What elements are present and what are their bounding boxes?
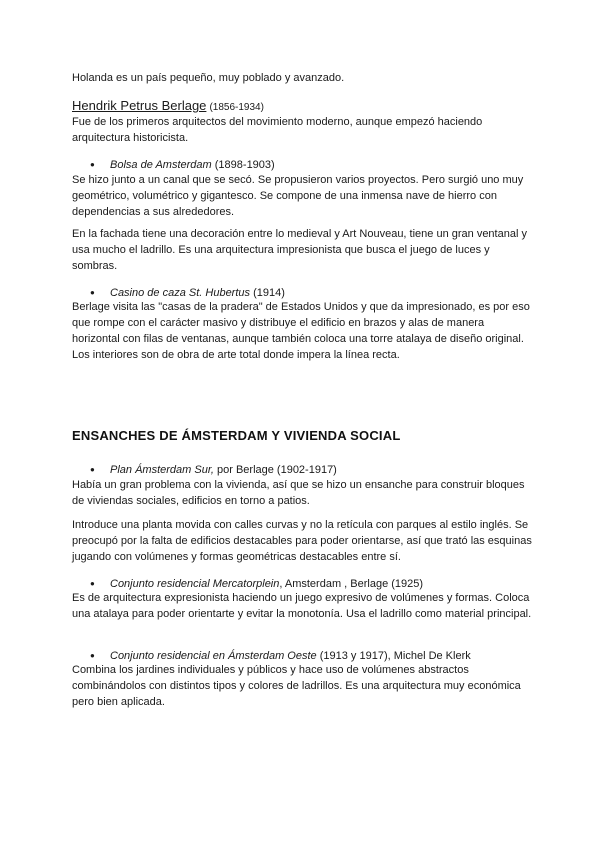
oeste-title: Conjunto residencial en Ámsterdam Oeste: [110, 650, 317, 662]
bolsa-dates: (1898-1903): [214, 159, 275, 171]
bullet-dot-icon: ●: [90, 288, 95, 297]
plan-title: Plan Ámsterdam Sur,: [110, 464, 214, 476]
bolsa-title: Bolsa de Amsterdam: [110, 159, 212, 171]
mercator-rest: , Amsterdam , Berlage (1925): [279, 578, 424, 590]
section-title: ENSANCHES DE ÁMSTERDAM Y VIVIENDA SOCIAL: [72, 428, 401, 443]
oeste-rest: (1913 y 1917), Michel De Klerk: [316, 650, 471, 662]
intro-paragraph: Holanda es un país pequeño, muy poblado y avanzado.: [72, 72, 345, 84]
plan-rest: por Berlage (1902-1917): [213, 464, 337, 476]
bullet-bolsa: [90, 157, 530, 173]
oeste-paragraph: Combina los jardines individuales y públicos y hace uso de volúmenes abstractos combinándolos con distintos tipos y colores de ladrillos. Es una arquitectura muy económica pero bien aplicada.: [72, 664, 521, 708]
bullet-dot-icon: ●: [90, 579, 95, 588]
architect-name: Hendrik Petrus Berlage: [72, 98, 207, 113]
plan-paragraph-1: Había un gran problema con la vivienda, así que se hizo un ensanche para construir bloques de viviendas sociales, edificios en torno a patios.: [72, 479, 525, 507]
casino-title: Casino de caza St. Hubertus: [110, 287, 251, 299]
bullet-plan: [90, 462, 530, 478]
casino-paragraph: Berlage visita las "casas de la pradera" de Estados Unidos y que da impresionado, es por eso que rompe con el carácter masivo y distribuye el edificio en brazos y alas de manera horizontal con filas de ventanas, aunque también coloca una torre atalaya de diseño original. Los interiores son de obra de arte total donde impera la línea recta.: [72, 301, 530, 361]
bolsa-paragraph-2: En la fachada tiene una decoración entre lo medieval y Art Nouveau, tiene un gran ventanal y usa mucho el ladrillo. Es una arquitectura impresionista que busca el juego de luces y sombras.: [72, 228, 527, 272]
casino-dates: (1914): [253, 287, 285, 299]
mercator-paragraph: Es de arquitectura expresionista haciendo un juego expresivo de volúmenes y formas. Coloca una atalaya para poder orientarte y evitar la monotonía. Usa el ladrillo como material principal.: [72, 592, 532, 620]
bullet-dot-icon: ●: [90, 651, 95, 660]
plan-paragraph-2: Introduce una planta movida con calles curvas y no la retícula con parques al estilo inglés. Se preocupó por la falta de edificios destacables para poder orientarse, así que trató las esquinas jugando con volúmenes y formas geométricas destacables entre sí.: [72, 519, 532, 563]
architect-description: Fue de los primeros arquitectos del movimiento moderno, aunque empezó haciendo arquitectura historicista.: [72, 116, 483, 144]
architect-dates: (1856-1934): [209, 102, 264, 113]
bolsa-paragraph-1: Se hizo junto a un canal que se secó. Se propusieron varios proyectos. Pero surgió uno muy geométrico, volumétrico y gigantesco. Se compone de una inmensa nave de hierro con dependencias a sus alrededores.: [72, 174, 524, 218]
mercator-title: Conjunto residencial Mercatorplein: [110, 578, 280, 590]
bullet-dot-icon: ●: [90, 465, 95, 474]
bullet-dot-icon: ●: [90, 160, 95, 169]
